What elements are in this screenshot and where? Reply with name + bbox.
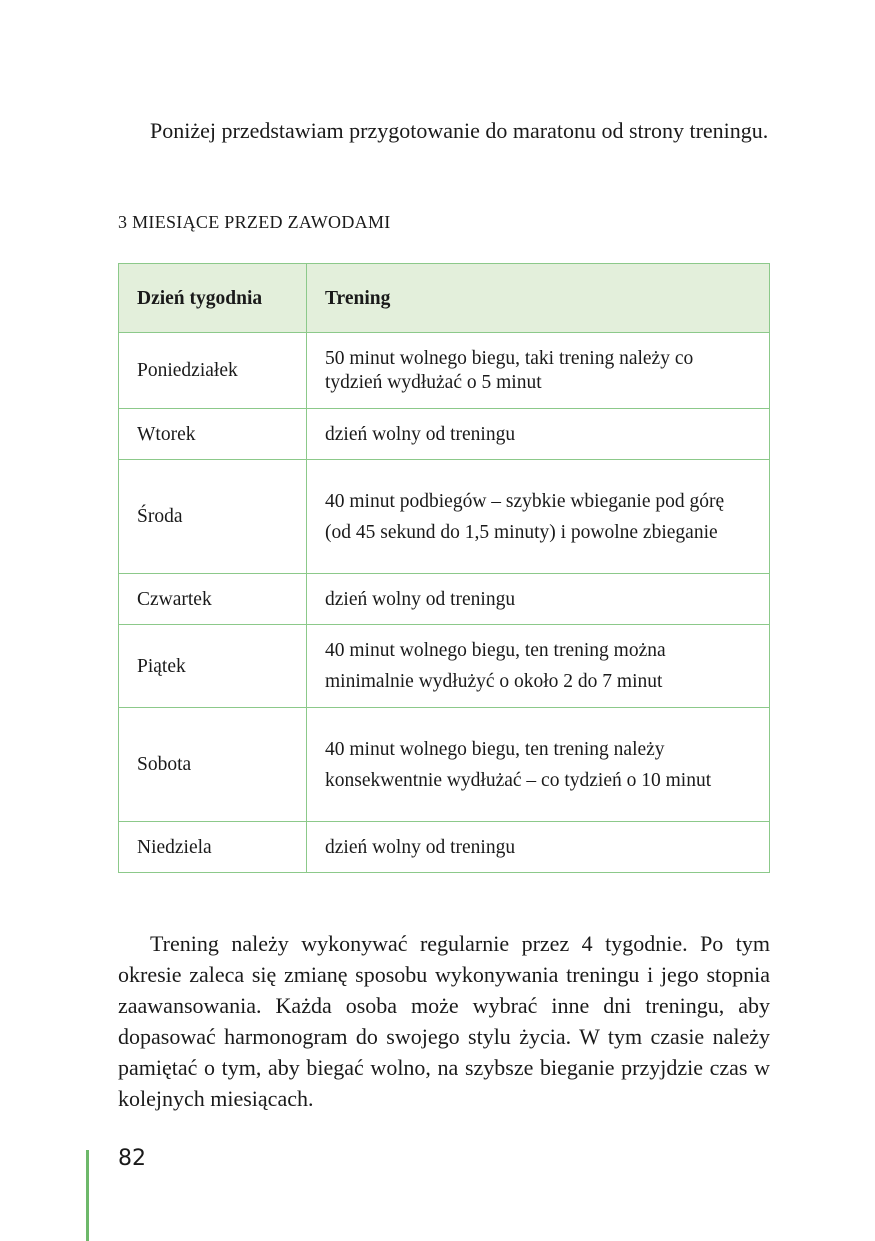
day-cell: Środa <box>119 460 307 574</box>
training-cell: dzień wolny od treningu <box>307 574 770 625</box>
page-number: 82 <box>118 1146 146 1171</box>
day-cell: Poniedziałek <box>119 333 307 409</box>
training-cell: dzień wolny od treningu <box>307 822 770 873</box>
day-cell: Sobota <box>119 708 307 822</box>
table-row <box>119 625 770 708</box>
day-cell: Czwartek <box>119 574 307 625</box>
header-training: Trening <box>307 264 770 333</box>
table-row <box>119 574 770 625</box>
table-row <box>119 409 770 460</box>
header-day: Dzień tygodnia <box>119 264 307 333</box>
training-cell: 40 minut wolnego biegu, ten trening należy konsekwentnie wydłużać – co tydzień o 10 minut <box>307 708 770 822</box>
table-row <box>119 460 770 574</box>
table-row <box>119 822 770 873</box>
training-cell: 40 minut wolnego biegu, ten trening można minimalnie wydłużyć o około 2 do 7 minut <box>307 625 770 708</box>
training-cell: dzień wolny od treningu <box>307 409 770 460</box>
training-cell: 40 minut podbiegów – szybkie wbieganie pod górę (od 45 sekund do 1,5 minuty) i powolne zbieganie <box>307 460 770 574</box>
day-cell: Niedziela <box>119 822 307 873</box>
day-cell: Piątek <box>119 625 307 708</box>
page-margin-rule <box>86 1150 89 1241</box>
table-row <box>119 708 770 822</box>
training-cell: 50 minut wolnego biegu, taki trening należy co tydzień wydłużać o 5 minut <box>307 333 770 409</box>
training-schedule-table <box>118 263 770 873</box>
intro-paragraph: Poniżej przedstawiam przygotowanie do maratonu od strony treningu. <box>150 118 769 143</box>
section-heading: 3 MIESIĄCE PRZED ZAWODAMI <box>118 212 391 232</box>
body-paragraph: Trening należy wykonywać regularnie przez 4 tygodnie. Po tym okresie zaleca się zmianę sposobu wykonywania treningu i jego stopnia zaawansowania. Każda osoba może wybrać inne dni treningu, aby dopasować harmonogram do swojego stylu życia. W tym czasie należy pamiętać o tym, aby biegać wolno, na szybsze bieganie przyjdzie czas w kolejnych miesiącach. <box>118 931 770 1111</box>
table-header-row <box>119 264 770 333</box>
table-row <box>119 333 770 409</box>
day-cell: Wtorek <box>119 409 307 460</box>
